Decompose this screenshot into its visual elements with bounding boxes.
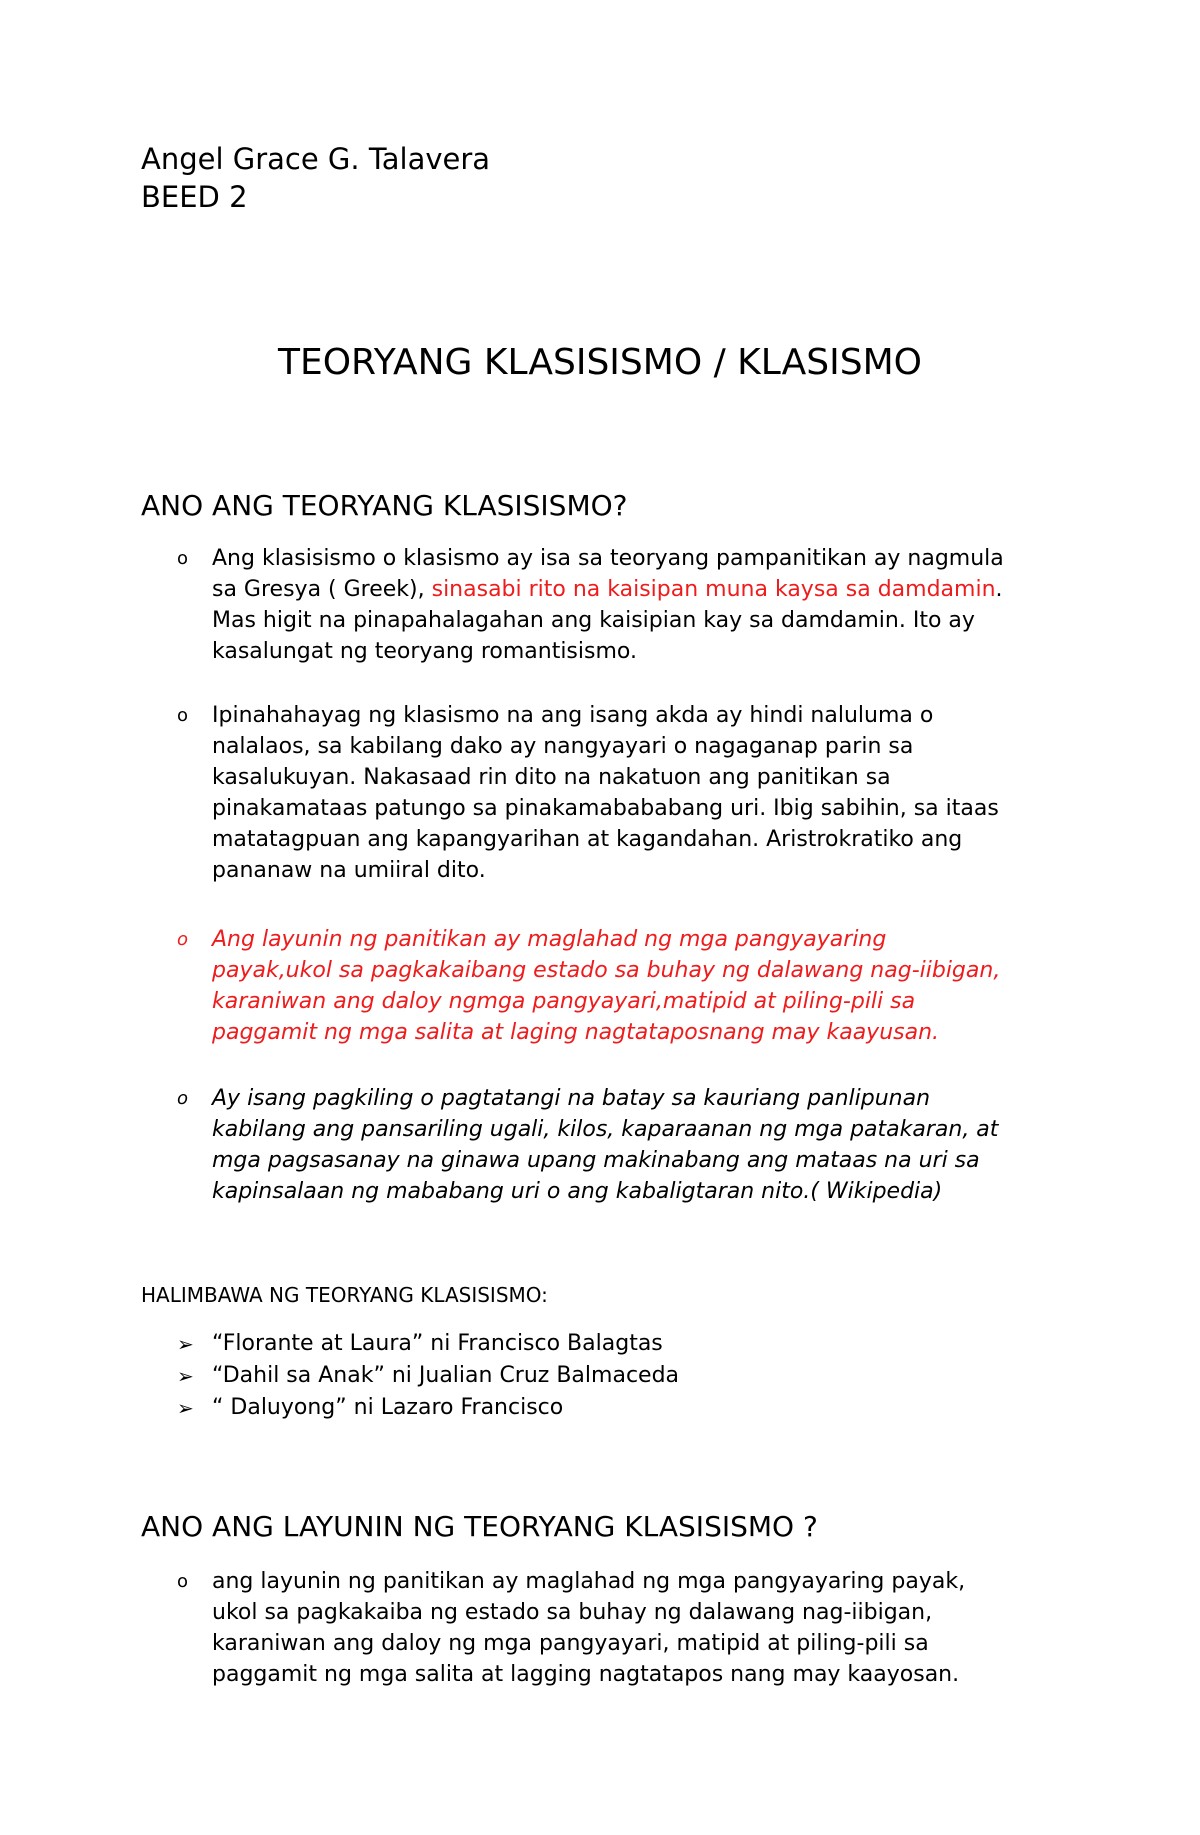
bullet-marker: o: [177, 705, 189, 726]
author-block: [141, 140, 490, 216]
arrow-bullet-icon: ➢: [177, 1332, 194, 1356]
example-title: “ Daluyong” ni Lazaro Francisco: [212, 1395, 564, 1420]
section-heading-ano-ang-layunin: ANO ANG LAYUNIN NG TEORYANG KLASISISMO ?: [141, 1510, 818, 1543]
list-item: [141, 543, 1061, 667]
list-item: [141, 700, 1061, 886]
list-item: [141, 1392, 679, 1424]
author-name: Angel Grace G. Talavera: [141, 142, 491, 176]
bullet-marker: o: [177, 929, 189, 950]
example-title: “Florante at Laura” ni Francisco Balagtas: [212, 1331, 663, 1356]
arrow-bullet-icon: ➢: [177, 1396, 194, 1420]
list-item: [141, 924, 1061, 1048]
bullet-marker: o: [177, 1088, 189, 1109]
examples-heading: HALIMBAWA NG TEORYANG KLASISISMO:: [141, 1283, 548, 1307]
list-item-text: Ipinahahayag ng klasismo na ang isang akda ay hindi naluluma o nalalaos, sa kabilang dako ay nangyayari o nagaganap parin sa kasalukuyan. Nakasaad rin dito na nakatuon ang panitikan sa pinakamataas patungo sa pinakamabababang uri. Ibig sabihin, sa itaas matatagpuan ang kapangyarihan at kagandahan. Aristrokratiko ang pananaw na umiiral dito.: [212, 703, 999, 883]
list-item: [141, 1566, 1061, 1690]
highlighted-text: sinasabi rito na kaisipan muna kaysa sa damdamin: [431, 577, 996, 602]
examples-list: [141, 1328, 679, 1424]
list-item-text: Ang layunin ng panitikan ay maglahad ng mga pangyayaring payak,ukol sa pagkakaibang estado sa buhay ng dalawang nag-iibigan, karaniwan ang daloy ngmga pangyayari,matipid at piling-pili sa paggamit ng mga salita at laging nagtataposnang may kaayusan.: [212, 927, 1001, 1045]
section-heading-ano-ang-teoryang: ANO ANG TEORYANG KLASISISMO?: [141, 489, 628, 522]
list-item: [141, 1083, 1061, 1207]
author-course: BEED 2: [141, 180, 248, 214]
document-title: TEORYANG KLASISISMO / KLASISMO: [277, 342, 923, 383]
list-item-text: Ay isang pagkiling o pagtatangi na batay sa kauriang panlipunan kabilang ang pansariling ugali, kilos, kaparaanan ng mga patakaran, at mga pagsasanay na ginawa upang makinabang ang mataas na uri sa kapinsalaan ng mababang uri o ang kabaligtaran nito.( Wikipedia): [212, 1086, 999, 1204]
bullet-marker: o: [177, 548, 189, 569]
list-item: [141, 1360, 679, 1392]
list-item-text: ang layunin ng panitikan ay maglahad ng mga pangyayaring payak, ukol sa pagkakaiba ng estado sa buhay ng dalawang nag-iibigan, karaniwan ang daloy ng mga pangyayari, matipid at piling-pili sa paggamit ng mga salita at lagging nagtatapos nang may kaayosan.: [212, 1569, 966, 1687]
list-item: [141, 1328, 679, 1360]
bullet-marker: o: [177, 1571, 189, 1592]
example-title: “Dahil sa Anak” ni Jualian Cruz Balmaceda: [212, 1363, 680, 1388]
arrow-bullet-icon: ➢: [177, 1364, 194, 1388]
list-item-text: Ang klasisismo o klasismo ay isa sa teoryang pampanitikan ay nagmula sa Gresya ( Greek), sinasabi rito na kaisipan muna kaysa sa damdamin. Mas higit na pinapahalagahan ang kaisipian kay sa damdamin. Ito ay kasalungat ng teoryang romantisismo.: [212, 546, 1004, 664]
